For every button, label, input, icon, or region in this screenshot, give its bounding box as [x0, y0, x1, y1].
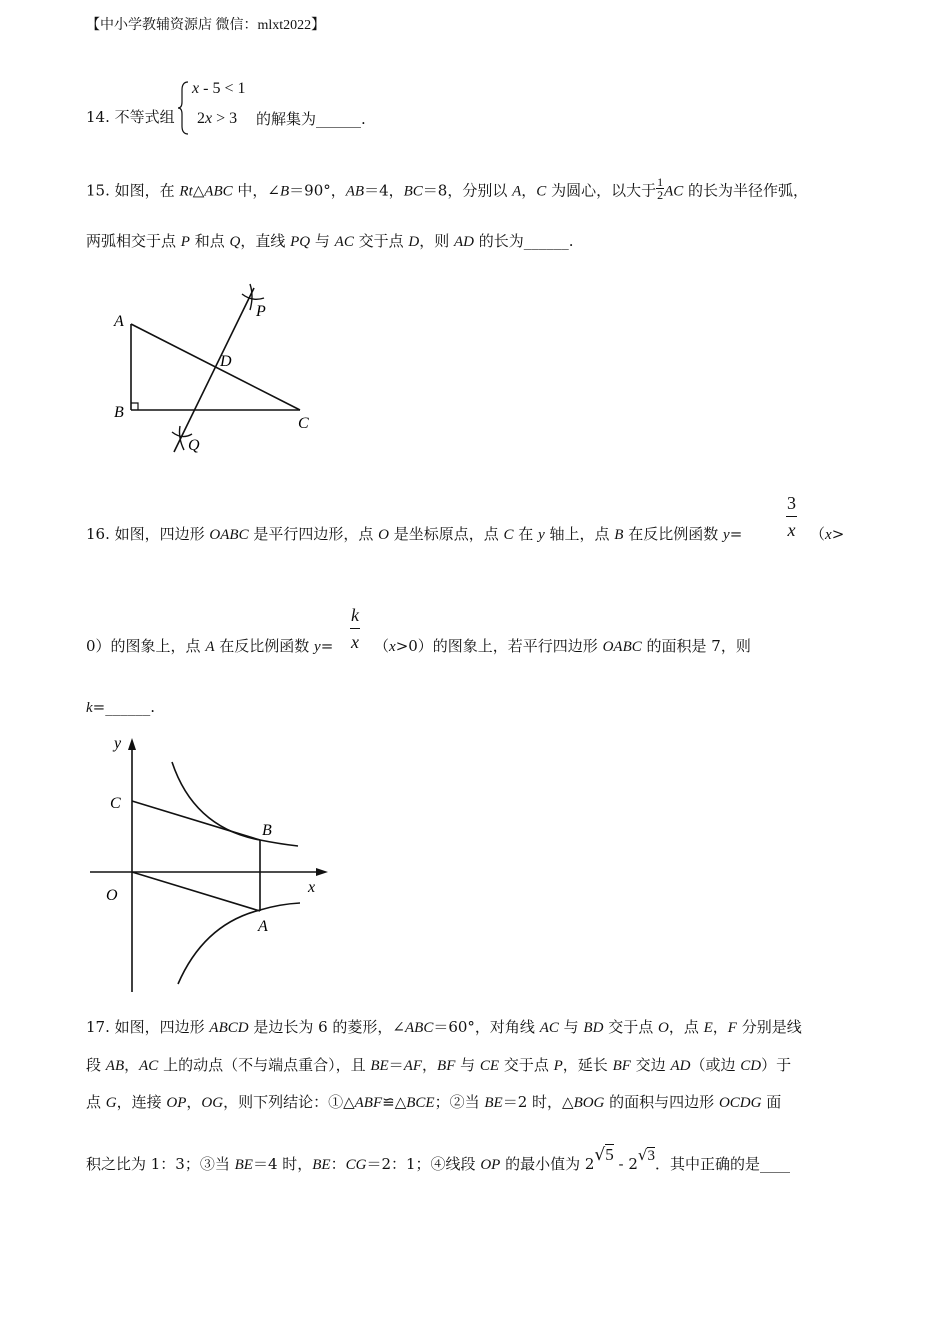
q15-text: 中，∠: [232, 181, 280, 200]
radical-icon: √: [594, 1145, 606, 1165]
q17-text: ，: [186, 1093, 202, 1111]
q16-label-y: y: [114, 735, 122, 752]
radical-icon: √: [637, 1146, 648, 1164]
q15-label-d: D: [220, 353, 232, 370]
q17-text: ；②当: [434, 1093, 485, 1111]
q16-eq: =: [320, 637, 334, 655]
q15-text: ＝90°，: [289, 181, 346, 200]
q16-frac2-num: k: [351, 605, 359, 625]
q16-text: 在反比例函数: [214, 637, 315, 655]
q16-o: O: [378, 527, 389, 543]
q15-ac: AC: [334, 234, 354, 250]
q17-text: 点: [86, 1093, 106, 1111]
q17-text: 交边: [630, 1056, 671, 1074]
q17-text: 分别是线: [736, 1018, 802, 1036]
q16-text: 16. 如图，四边形: [86, 525, 210, 543]
q16-segment-oa: [132, 872, 260, 911]
q17-abf: ABF: [354, 1095, 383, 1111]
q15-text: 两弧相交于点: [86, 232, 181, 250]
q16-frac1-den: x: [786, 516, 797, 539]
q16-a: A: [205, 639, 215, 655]
q17-ac: AC: [139, 1058, 159, 1074]
q17-be: BE: [370, 1058, 389, 1074]
q15-figure: [100, 280, 340, 470]
q15-text: 为圆心，以大于: [546, 181, 657, 200]
q16-curve-3-over-x: [172, 762, 298, 846]
q16-curve-k-over-x: [178, 903, 300, 984]
q17-be: BE: [312, 1157, 331, 1173]
q16-x: x: [389, 639, 396, 655]
q17-text: ≌△: [382, 1093, 407, 1111]
q16-y-arrow: [128, 738, 136, 750]
q15-text: ＝4，: [364, 181, 404, 200]
q17-abc: ABC: [405, 1020, 434, 1036]
q15-ab: AB: [345, 183, 365, 200]
q16-frac1-num: 3: [787, 493, 796, 513]
q17-op: OP: [166, 1095, 187, 1111]
q16-x: x: [825, 527, 832, 543]
q14-var-x1: x: [192, 80, 200, 97]
q15-b: B: [279, 183, 290, 200]
q15-text: 的长为半径作弧，: [683, 181, 809, 200]
q17-text: ，: [422, 1056, 438, 1074]
q15-arc-p-1: [242, 294, 264, 299]
q17-line-4: [86, 1145, 790, 1174]
q16-label-c: C: [110, 795, 121, 812]
q17-text: 与: [558, 1018, 584, 1036]
q17-text: 交于点: [499, 1056, 554, 1074]
q14-coef: 2: [197, 110, 205, 127]
q17-cd: CD: [740, 1058, 762, 1074]
q17-g: G: [105, 1095, 117, 1111]
q16-eq: =: [729, 525, 743, 543]
q17-cg: CG: [345, 1157, 367, 1173]
q15-right-angle-mark: [131, 403, 138, 410]
q17-text: ＝60°，对角线: [433, 1018, 540, 1036]
q17-text: - 2: [613, 1155, 638, 1173]
q17-text: 面: [761, 1093, 782, 1111]
q16-k: k: [86, 700, 93, 716]
q16-label-a: A: [258, 918, 268, 935]
q17-be: BE: [234, 1157, 253, 1173]
q15-text: ，: [521, 181, 537, 200]
header-watermark: 【中小学教辅资源店 微信：mlxt2022】: [86, 18, 326, 33]
q16-label-b: B: [262, 822, 272, 839]
q17-text: ，延长: [562, 1056, 613, 1074]
q17-bog: BOG: [573, 1095, 605, 1111]
q17-p: P: [553, 1058, 563, 1074]
q17-ab: AB: [105, 1058, 125, 1074]
q15-text: 交于点: [353, 232, 409, 250]
q17-text: ，点: [668, 1018, 704, 1036]
q16-text: 的面积是 7，则: [641, 637, 751, 655]
q14-var-x2: x: [205, 110, 213, 127]
q15-text: 的长为______.: [474, 232, 574, 250]
q15-bc: BC: [403, 183, 423, 200]
q16-c: C: [503, 527, 514, 543]
q16-oabc: OABC: [209, 527, 249, 543]
q17-sqrt3: [638, 1146, 655, 1165]
q16-text: 在反比例函数: [623, 525, 724, 543]
q16-oabc: OABC: [602, 639, 642, 655]
q17-ad: AD: [670, 1058, 691, 1074]
q16-answer-blank: =______.: [92, 698, 156, 716]
q15-text: 15. 如图，在: [86, 181, 180, 200]
q16-text: （: [374, 637, 390, 655]
q17-line-1: [86, 1016, 802, 1037]
q17-be: BE: [484, 1095, 503, 1111]
q16-text: 是坐标原点，点: [388, 525, 504, 543]
q17-text: ）于: [761, 1056, 792, 1074]
q17-text: 交于点: [603, 1018, 658, 1036]
q15-a: A: [512, 183, 522, 200]
q15-ac: AC: [664, 183, 684, 200]
q14-brace: [178, 80, 190, 136]
q16-fraction-k-over-x: [350, 606, 360, 651]
q17-text: ＝: [388, 1056, 404, 1074]
q15-text: ＝8，分别以: [422, 181, 513, 200]
q17-text: 段: [86, 1056, 106, 1074]
q17-text: 的最小值为 2: [500, 1155, 595, 1173]
q14-inequality-2: [197, 110, 237, 128]
q16-line-1: [86, 523, 742, 544]
q15-label-p: P: [256, 303, 266, 320]
q15-d: D: [408, 234, 420, 250]
q16-x-arrow: [316, 868, 328, 876]
q16-line-3: [86, 698, 155, 717]
q15-triangle-symbol: △: [192, 181, 205, 200]
q17-line-3: [86, 1091, 781, 1112]
q17-o: O: [657, 1020, 669, 1036]
q17-text: ＝4 时，: [252, 1155, 313, 1173]
q15-label-b: B: [114, 404, 124, 421]
q17-sqrt5-value: 5: [605, 1145, 614, 1164]
q17-text: ．其中正确的是____: [654, 1155, 790, 1173]
q15-label-q: Q: [188, 437, 200, 454]
q17-e: E: [703, 1020, 713, 1036]
q14-line2-rest: > 3: [212, 110, 238, 127]
q17-text: （或边: [690, 1056, 741, 1074]
q16-text: （: [810, 525, 826, 543]
q15-label-c: C: [298, 415, 309, 432]
q16-line-2: [86, 635, 333, 656]
q15-rt: Rt: [179, 183, 193, 200]
q17-af: AF: [403, 1058, 423, 1074]
q15-line-pq: [174, 288, 254, 452]
q15-line-1: [86, 175, 809, 204]
q17-text: ＝2 时，△: [502, 1093, 574, 1111]
q16-line-2-tail: [374, 635, 751, 656]
q17-ac: AC: [539, 1020, 559, 1036]
q14-tail: 的解集为______.: [256, 110, 366, 128]
q17-sqrt5: [594, 1145, 613, 1165]
q17-text: ，连接: [116, 1093, 167, 1111]
q17-text: 上的动点（不与端点重合），且: [158, 1056, 371, 1074]
q15-frac-den: 2: [657, 188, 664, 202]
q17-ocdg: OCDG: [718, 1095, 762, 1111]
q16-text: >: [831, 525, 845, 543]
q17-text: 17. 如图，四边形: [86, 1018, 210, 1036]
q17-text: 积之比为 1：3；③当: [86, 1155, 235, 1173]
q15-text: 与: [310, 232, 335, 250]
q15-p: P: [180, 234, 190, 250]
q17-bf: BF: [612, 1058, 631, 1074]
q15-text: ，直线: [240, 232, 291, 250]
q15-fraction-half: [656, 176, 664, 201]
q17-text: 与: [455, 1056, 480, 1074]
q15-c: C: [536, 183, 547, 200]
q15-ad: AD: [454, 234, 475, 250]
q17-text: ，: [712, 1018, 728, 1036]
q17-line-2: [86, 1054, 791, 1075]
q15-abc: ABC: [204, 183, 233, 200]
q16-figure: [84, 728, 344, 998]
q15-arc-q-2: [180, 426, 185, 450]
q16-frac2-den: x: [350, 628, 360, 651]
q15-frac-num: 1: [657, 175, 664, 189]
q16-text: 是平行四边形，点: [248, 525, 379, 543]
q14-number: 14. 不等式组: [86, 108, 175, 126]
q17-ce: CE: [479, 1058, 500, 1074]
q15-pq: PQ: [290, 234, 311, 250]
q17-bf: BF: [437, 1058, 456, 1074]
q16-text: >0）的图象上，若平行四边形: [395, 637, 603, 655]
q17-text: 是边长为 6 的菱形，∠: [248, 1018, 405, 1036]
q16-y-func: y: [723, 527, 730, 543]
q16-label-o: O: [106, 887, 118, 904]
q16-b: B: [614, 527, 624, 543]
q16-y-func-2: y: [314, 639, 321, 655]
q15-text: ，则: [419, 232, 455, 250]
q15-label-a: A: [114, 313, 124, 330]
q17-text: ，则下列结论：①△: [223, 1093, 355, 1111]
q15-line-2: [86, 230, 574, 251]
q17-abcd: ABCD: [209, 1020, 249, 1036]
q14-line1-rest: - 5 < 1: [203, 80, 246, 97]
q17-og: OG: [201, 1095, 224, 1111]
q17-f: F: [727, 1020, 737, 1036]
q17-bd: BD: [583, 1020, 604, 1036]
q16-text: 轴上，点: [544, 525, 615, 543]
q17-sqrt3-value: 3: [647, 1148, 655, 1164]
q17-bce: BCE: [406, 1095, 435, 1111]
q17-text: ＝2：1；④线段: [366, 1155, 481, 1173]
q16-segment-cb: [132, 801, 260, 840]
q16-line-1-tail: [810, 523, 844, 544]
q16-text: 在: [513, 525, 539, 543]
q15-text: 和点: [189, 232, 230, 250]
q15-q: Q: [229, 234, 241, 250]
q17-text: ：: [330, 1155, 346, 1173]
q16-fraction-3-over-x: [786, 494, 797, 539]
q14-inequality-1: [192, 80, 245, 98]
q17-op: OP: [480, 1157, 501, 1173]
q16-text: 0）的图象上，点: [86, 637, 206, 655]
q16-label-x: x: [308, 879, 316, 896]
q16-y: y: [538, 527, 545, 543]
q17-text: 的面积与四边形: [604, 1093, 719, 1111]
q17-text: ，: [124, 1056, 140, 1074]
